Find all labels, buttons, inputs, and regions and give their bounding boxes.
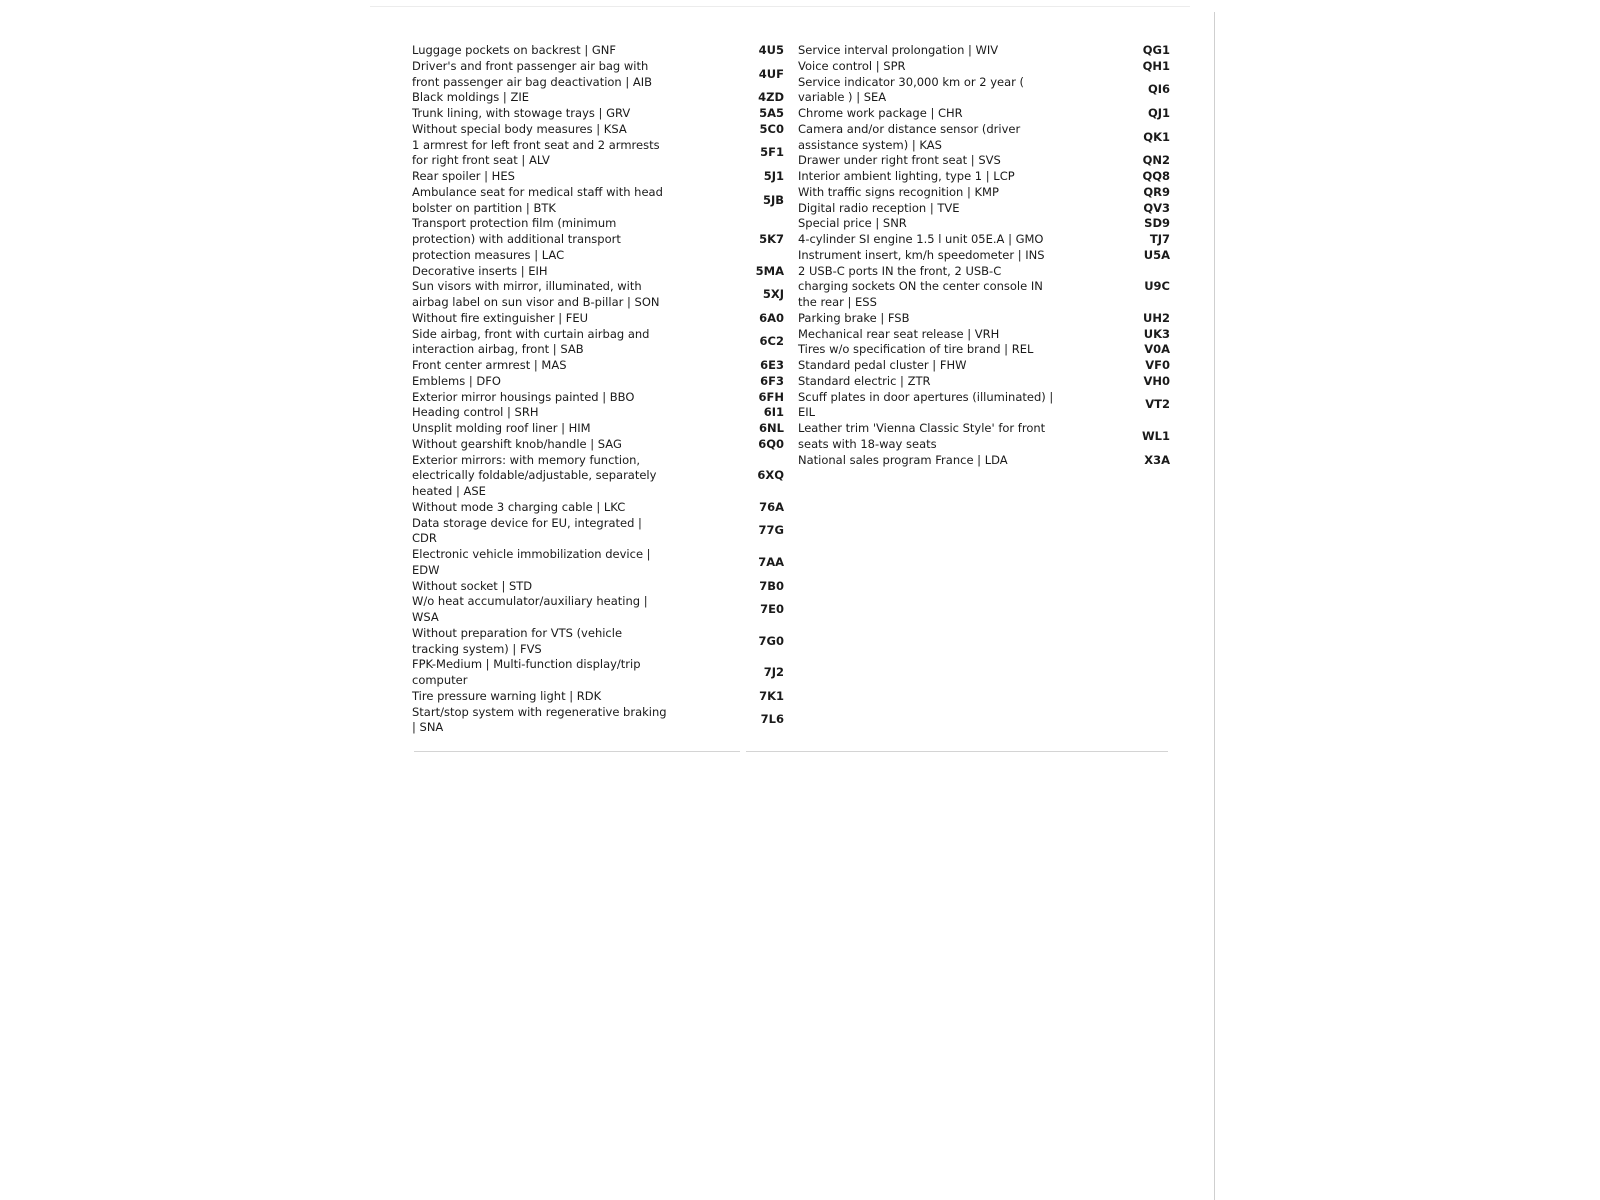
equipment-row [798, 311, 1170, 327]
equipment-code: 6NL [759, 421, 784, 435]
equipment-code: V0A [1144, 342, 1170, 357]
equipment-row [798, 390, 1170, 422]
equipment-description: Standard pedal cluster | FHW [798, 358, 967, 372]
equipment-description: Black moldings | ZIE [412, 90, 529, 105]
equipment-code: 6I1 [763, 405, 784, 420]
equipment-code: 5A5 [759, 106, 784, 120]
equipment-row [412, 106, 784, 122]
equipment-code: 5J1 [763, 169, 784, 183]
equipment-code: 6A0 [759, 310, 784, 325]
equipment-code: QG1 [1142, 43, 1170, 57]
equipment-code: UH2 [1143, 310, 1170, 325]
equipment-code: 6XQ [757, 468, 784, 483]
equipment-description: Without socket | STD [412, 578, 533, 593]
equipment-row [412, 122, 784, 138]
equipment-description: Chrome work package | CHR [798, 106, 963, 120]
equipment-row [412, 264, 784, 280]
equipment-code: U9C [1144, 279, 1170, 294]
equipment-description: Camera and/or distance sensor (driver assistance system) | KAS [798, 121, 1021, 152]
equipment-row [798, 327, 1170, 343]
equipment-description: Leather trim 'Vienna Classic Style' for front seats with 18-way seats [798, 421, 1046, 451]
equipment-row [412, 43, 784, 59]
equipment-row [412, 169, 784, 185]
equipment-description: Decorative inserts | EIH [412, 263, 548, 278]
equipment-row [412, 90, 784, 106]
equipment-row [412, 421, 784, 437]
equipment-description: Without mode 3 charging cable | LKC [412, 499, 626, 514]
equipment-code: VF0 [1145, 358, 1170, 372]
equipment-code: 4ZD [758, 90, 784, 105]
equipment-row [798, 106, 1170, 122]
equipment-code: QN2 [1142, 153, 1170, 168]
equipment-code: 7E0 [760, 602, 784, 617]
equipment-description: Trunk lining, with stowage trays | GRV [412, 106, 631, 120]
equipment-description: Service interval prolongation | WIV [798, 43, 999, 57]
bottom-divider [414, 751, 1168, 752]
equipment-description: Interior ambient lighting, type 1 | LCP [798, 169, 1015, 183]
equipment-row [412, 390, 784, 406]
equipment-code: 7J2 [763, 665, 784, 680]
equipment-row [798, 185, 1170, 201]
equipment-description: Tires w/o specification of tire brand | REL [798, 342, 1034, 357]
equipment-description: 2 USB-C ports IN the front, 2 USB-C charging sockets ON the center console IN the rear | ESS [798, 263, 1043, 309]
equipment-row [798, 374, 1170, 390]
equipment-code: 6E3 [760, 358, 784, 372]
equipment-list-right-column [798, 43, 1170, 468]
equipment-description: Side airbag, front with curtain airbag and interaction airbag, front | SAB [412, 326, 650, 357]
equipment-description: Driver's and front passenger air bag with front passenger air bag deactivation | AIB [412, 58, 653, 89]
equipment-row [412, 705, 784, 737]
page-right-edge [1214, 12, 1215, 1200]
equipment-description: Data storage device for EU, integrated | CDR [412, 515, 642, 546]
equipment-code: 4U5 [758, 43, 784, 57]
equipment-code: 5XJ [762, 287, 784, 302]
equipment-description: Without preparation for VTS (vehicle tracking system) | FVS [412, 625, 623, 656]
equipment-description: Digital radio reception | TVE [798, 200, 960, 215]
equipment-description: Luggage pockets on backrest | GNF [412, 43, 616, 57]
equipment-row [798, 264, 1170, 311]
equipment-row [412, 594, 784, 626]
equipment-row [798, 232, 1170, 248]
equipment-row [798, 421, 1170, 453]
equipment-code: VH0 [1143, 373, 1170, 388]
equipment-row [798, 342, 1170, 358]
equipment-code: 5F1 [760, 145, 784, 160]
equipment-row [798, 201, 1170, 217]
equipment-code: 76A [759, 499, 784, 514]
equipment-row [798, 59, 1170, 75]
equipment-row [412, 626, 784, 658]
equipment-code: 5K7 [759, 232, 784, 246]
equipment-description: Voice control | SPR [798, 58, 906, 73]
equipment-code: X3A [1144, 452, 1170, 467]
equipment-description: Heading control | SRH [412, 405, 539, 420]
equipment-row [412, 216, 784, 263]
equipment-code: QV3 [1143, 200, 1170, 215]
equipment-row [798, 358, 1170, 374]
equipment-description: 1 armrest for left front seat and 2 armrests for right front seat | ALV [412, 137, 660, 168]
equipment-row [798, 216, 1170, 232]
equipment-row [412, 327, 784, 359]
equipment-row [412, 453, 784, 500]
equipment-code: VT2 [1145, 397, 1170, 412]
equipment-description: Ambulance seat for medical staff with head bolster on partition | BTK [412, 184, 663, 215]
equipment-code: U5A [1143, 247, 1170, 262]
equipment-code: WL1 [1141, 428, 1170, 443]
equipment-description: Without special body measures | KSA [412, 121, 627, 136]
equipment-description: Electronic vehicle immobilization device | EDW [412, 547, 651, 577]
equipment-row [798, 75, 1170, 107]
equipment-row [412, 374, 784, 390]
equipment-row [798, 122, 1170, 154]
equipment-row [412, 689, 784, 705]
equipment-description: Without fire extinguisher | FEU [412, 310, 589, 325]
equipment-list-left-column [412, 43, 784, 736]
equipment-description: 4-cylinder SI engine 1.5 l unit 05E.A | GMO [798, 232, 1044, 246]
equipment-code: 6FH [758, 389, 784, 404]
equipment-row [412, 279, 784, 311]
equipment-code: SD9 [1144, 216, 1170, 231]
equipment-code: 6F3 [760, 373, 784, 388]
equipment-code: 4UF [758, 66, 784, 81]
equipment-code: 7K1 [759, 688, 784, 703]
equipment-description: Scuff plates in door apertures (illuminated) | EIL [798, 389, 1054, 420]
equipment-description: Drawer under right front seat | SVS [798, 153, 1001, 168]
equipment-description: Rear spoiler | HES [412, 169, 515, 183]
equipment-row [412, 405, 784, 421]
equipment-code: QH1 [1142, 58, 1170, 73]
equipment-code: 7G0 [758, 633, 784, 648]
equipment-row [412, 59, 784, 91]
equipment-code: QJ1 [1147, 106, 1170, 120]
equipment-code: QR9 [1143, 184, 1170, 199]
equipment-row [412, 500, 784, 516]
equipment-code: 77G [758, 523, 784, 538]
equipment-row [412, 358, 784, 374]
equipment-code: 6Q0 [758, 436, 784, 451]
equipment-row [412, 138, 784, 170]
equipment-code: 7AA [758, 554, 784, 569]
equipment-row [412, 657, 784, 689]
equipment-description: Parking brake | FSB [798, 310, 910, 325]
equipment-description: Mechanical rear seat release | VRH [798, 326, 1000, 341]
equipment-row [798, 248, 1170, 264]
equipment-description: National sales program France | LDA [798, 452, 1008, 467]
equipment-description: Service indicator 30,000 km or 2 year ( variable ) | SEA [798, 74, 1025, 105]
equipment-description: Unsplit molding roof liner | HIM [412, 421, 591, 435]
equipment-code: 6C2 [759, 334, 784, 349]
equipment-description: Exterior mirror housings painted | BBO [412, 389, 635, 404]
equipment-code: UK3 [1143, 326, 1170, 341]
equipment-description: Sun visors with mirror, illuminated, with airbag label on sun visor and B-pillar | SON [412, 279, 660, 309]
equipment-code: 5MA [755, 263, 784, 278]
equipment-row [412, 547, 784, 579]
equipment-code: TJ7 [1149, 232, 1170, 246]
equipment-description: Front center armrest | MAS [412, 358, 567, 372]
equipment-description: Instrument insert, km/h speedometer | INS [798, 247, 1045, 262]
equipment-description: With traffic signs recognition | KMP [798, 184, 999, 199]
equipment-description: FPK-Medium | Multi-function display/trip computer [412, 657, 641, 687]
equipment-row [412, 185, 784, 217]
equipment-code: QI6 [1147, 82, 1170, 97]
equipment-code: QQ8 [1142, 169, 1170, 183]
equipment-row [798, 43, 1170, 59]
equipment-description: Emblems | DFO [412, 373, 501, 388]
page-top-edge [370, 6, 1190, 7]
divider-gap [740, 750, 746, 753]
equipment-code: 5C0 [759, 121, 784, 136]
equipment-description: Transport protection film (minimum protection) with additional transport protection measures | LAC [412, 216, 621, 262]
equipment-code: 7B0 [759, 578, 784, 593]
equipment-row [798, 169, 1170, 185]
equipment-code: 5JB [762, 192, 784, 207]
equipment-row [412, 311, 784, 327]
equipment-description: Standard electric | ZTR [798, 373, 931, 388]
equipment-description: W/o heat accumulator/auxiliary heating | WSA [412, 594, 648, 624]
equipment-description: Exterior mirrors: with memory function, electrically foldable/adjustable, separately heated | ASE [412, 452, 657, 498]
equipment-description: Tire pressure warning light | RDK [412, 688, 602, 703]
equipment-row [412, 437, 784, 453]
equipment-description: Special price | SNR [798, 216, 907, 231]
equipment-row [798, 453, 1170, 469]
equipment-code: QK1 [1143, 129, 1170, 144]
equipment-code: 7L6 [760, 712, 784, 727]
equipment-row [412, 579, 784, 595]
equipment-row [798, 153, 1170, 169]
equipment-row [412, 516, 784, 548]
equipment-description: Start/stop system with regenerative braking | SNA [412, 704, 667, 735]
equipment-description: Without gearshift knob/handle | SAG [412, 436, 622, 451]
